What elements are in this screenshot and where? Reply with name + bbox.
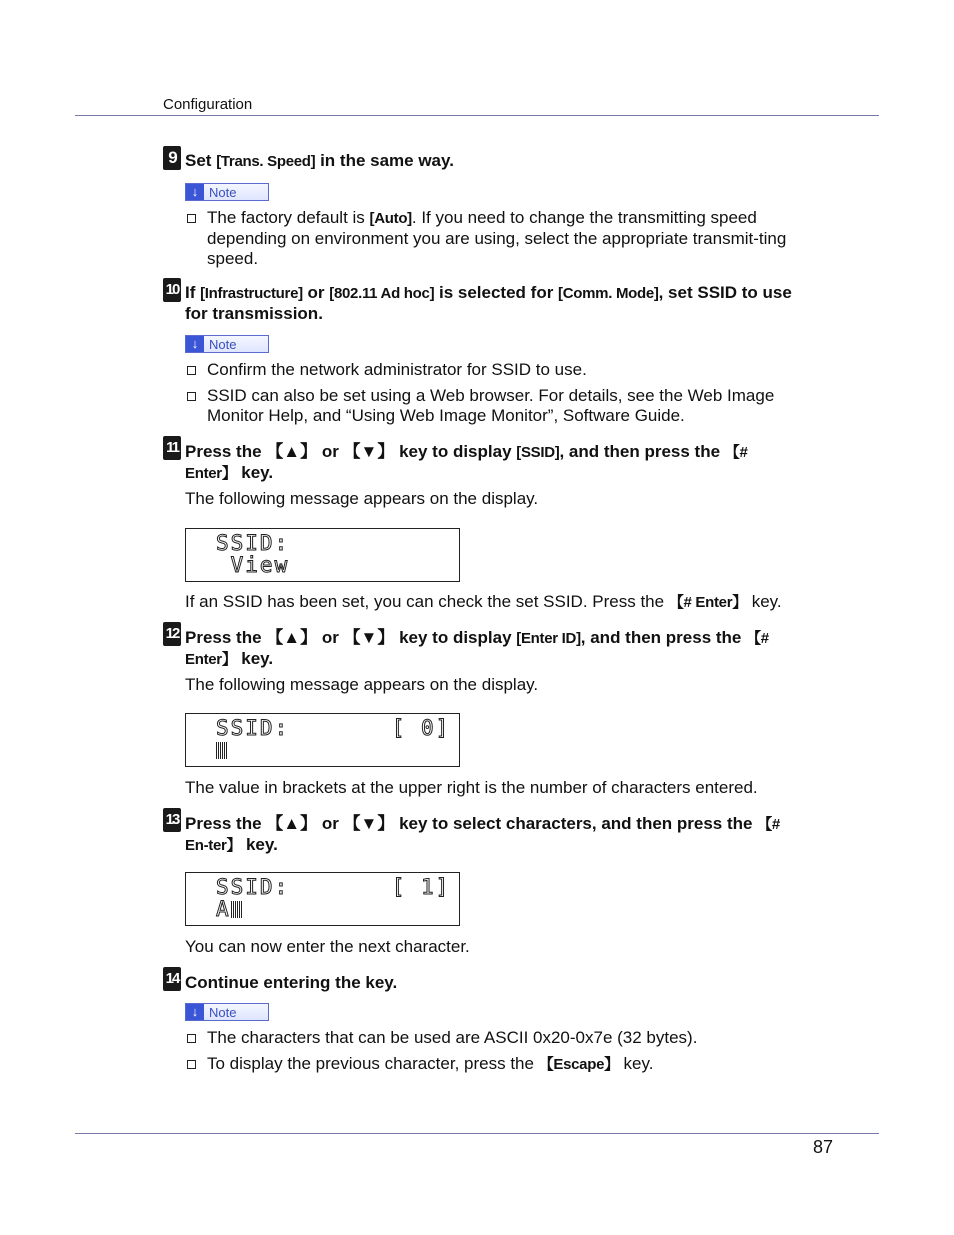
down-arrow-icon: ↓ xyxy=(186,1004,204,1020)
bullet-item: The factory default is [Auto]. If you need to change the transmitting speed depending on environment you are using, select the appropriate transmit-ting speed. xyxy=(185,208,795,269)
step-number-11: 11 xyxy=(163,436,181,460)
step-11-text: Press the 【▲】 or 【▼】 key to display [SSID], and then press the 【# Enter】 key. xyxy=(185,442,748,482)
step-13-text: Press the 【▲】 or 【▼】 key to select characters, and then press the 【# En-ter】 key. xyxy=(185,814,780,854)
step-10-text: If [Infrastructure] or [802.11 Ad hoc] is selected for [Comm. Mode], set SSID to use for transmission. xyxy=(185,283,792,323)
step-number-13: 13 xyxy=(163,808,181,832)
checkbox-bullet-icon xyxy=(187,392,196,401)
page-number: 87 xyxy=(813,1137,834,1157)
paragraph: The following message appears on the display. xyxy=(185,675,539,694)
bullet-item: The characters that can be used are ASCII 0x20-0x7e (32 bytes). xyxy=(185,1028,795,1048)
note-label-9: ↓ Note xyxy=(185,183,269,201)
paragraph: The value in brackets at the upper right is the number of characters entered. xyxy=(185,778,758,797)
step-9-text: Set [Trans. Speed] in the same way. xyxy=(185,151,454,170)
lcd-display-enter-id: SSID: [ 0] xyxy=(185,713,460,767)
step-12-text: Press the 【▲】 or 【▼】 key to display [Enter ID], and then press the 【# Enter】 key. xyxy=(185,628,769,668)
paragraph: If an SSID has been set, you can check the set SSID. Press the 【# Enter】 key. xyxy=(185,592,782,611)
checkbox-bullet-icon xyxy=(187,1060,196,1069)
paragraph: The following message appears on the display. xyxy=(185,489,539,508)
checkbox-bullet-icon xyxy=(187,1034,196,1043)
running-head: Configuration xyxy=(163,96,253,113)
step-number-12: 12 xyxy=(163,622,181,646)
lcd-cursor-icon xyxy=(216,742,227,759)
checkbox-bullet-icon xyxy=(187,214,196,223)
lcd-display-ssid-view: SSID: View xyxy=(185,528,460,582)
note-label-10: ↓ Note xyxy=(185,335,269,353)
footer-rule xyxy=(75,1133,879,1134)
header-rule xyxy=(75,115,879,116)
bullet-item: To display the previous character, press the 【Escape】 key. xyxy=(185,1054,795,1075)
step-14-text: Continue entering the key. xyxy=(185,973,398,992)
bullet-item: Confirm the network administrator for SSID to use. xyxy=(185,360,795,380)
note-label-14: ↓ Note xyxy=(185,1003,269,1021)
lcd-cursor-icon xyxy=(231,901,242,918)
step-number-9: 9 xyxy=(163,146,181,170)
bullet-item: SSID can also be set using a Web browser. For details, see the Web Image Monitor Help, and “Using Web Image Monitor”, Software Guide. xyxy=(185,386,795,426)
step-number-14: 14 xyxy=(163,967,181,991)
step-number-10: 10 xyxy=(163,278,181,302)
down-arrow-icon: ↓ xyxy=(186,336,204,352)
paragraph: You can now enter the next character. xyxy=(185,937,470,956)
lcd-display-char-entry: SSID: [ 1] A xyxy=(185,872,460,926)
checkbox-bullet-icon xyxy=(187,366,196,375)
down-arrow-icon: ↓ xyxy=(186,184,204,200)
